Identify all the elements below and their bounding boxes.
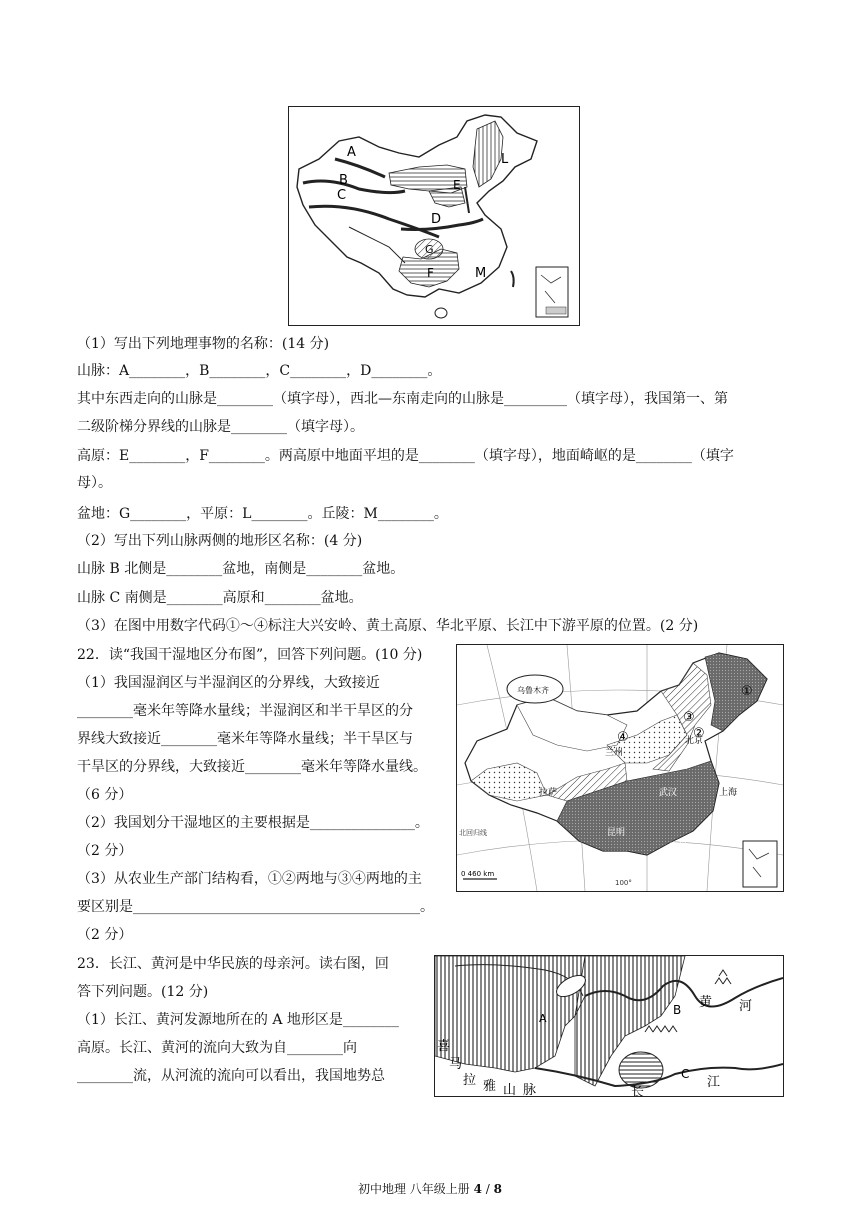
label-shan: 山 [503, 1083, 517, 1096]
footer-total: 8 [493, 1182, 503, 1196]
terrain-map-figure [288, 106, 580, 326]
q21-plateau-a: 高原：E________，F________。两高原中地面平坦的是________（填字母），地面崎岖的是________（填字 [77, 448, 734, 464]
q21-part2-c: 山脉 C 南侧是________高原和________盆地。 [77, 590, 363, 606]
q22-line5: （6 分） [77, 787, 133, 803]
label-wuhan: 武汉 [659, 788, 678, 798]
label-scale: 0 460 km [461, 870, 495, 878]
q22-title: 22．读“我国干湿地区分布图”，回答下列问题。(10 分) [77, 647, 423, 663]
q21-mountains: 山脉：A________，B________，C________，D________。 [77, 363, 442, 379]
q21-direction-b: 二级阶梯分界线的山脉是________（填字母）。 [77, 419, 364, 435]
label-e: E [453, 178, 461, 192]
q22-line10: （2 分） [77, 927, 133, 943]
q23-line5: ________流，从河流的流向可以看出，我国地势总 [77, 1068, 385, 1084]
footer-page: 4 [473, 1182, 482, 1196]
label-beijing: 北京 [685, 736, 704, 746]
footer-text: 初中地理 八年级上册 [357, 1182, 474, 1196]
dry-wet-map [457, 645, 783, 891]
label-shanghai: 上海 [719, 788, 738, 798]
label-circle-1: ① [741, 684, 753, 699]
q22-line6: （2）我国划分干湿地区的主要根据是_______________。 [77, 815, 429, 831]
taiwan-island [511, 271, 514, 287]
south-sea-inset-2 [743, 841, 777, 887]
page-footer [0, 1180, 860, 1197]
label-xi: 喜 [437, 1039, 451, 1054]
label-ma: 马 [449, 1057, 463, 1072]
label-mai: 脉 [523, 1083, 537, 1096]
label-kunming: 昆明 [607, 828, 626, 838]
q22-line1: （1）我国湿润区与半湿润区的分界线，大致接近 [77, 675, 380, 691]
china-terrain-map [289, 107, 579, 325]
label-c-3: C [681, 1067, 690, 1081]
q21-part1-title: （1）写出下列地理事物的名称：(14 分) [77, 336, 330, 352]
label-lanzhou: 兰州 [605, 748, 624, 758]
label-b-3: B [673, 1003, 682, 1017]
label-circle-2: ② [693, 726, 705, 741]
label-guangzhou: 广州 [669, 842, 688, 852]
label-c: C [337, 188, 347, 203]
label-huang: 黄 [699, 995, 713, 1010]
label-circle-3: ③ [683, 710, 695, 725]
label-lon100: 100° [615, 879, 632, 887]
q21-part2-title: （2）写出下列山脉两侧的地形区名称：(4 分) [77, 533, 363, 549]
q21-direction-a: 其中东西走向的山脉是________（填字母），西北—东南走向的山脉是_________（填字母），我国第一、第 [77, 391, 728, 407]
label-a-3: A [539, 1012, 547, 1025]
label-f: F [427, 266, 434, 280]
q22-line7: （2 分） [77, 843, 133, 859]
q23-line2: 答下列问题。(12 分) [77, 984, 209, 1000]
footer-sep: / [481, 1182, 494, 1196]
label-g: G [425, 243, 434, 256]
label-lhasa: 拉萨 [539, 788, 558, 798]
label-m: M [475, 266, 487, 281]
label-b: B [339, 173, 348, 188]
label-d: D [431, 212, 442, 227]
hainan-island [435, 308, 447, 318]
q22-line2: ________毫米年等降水量线；半湿润区和半干旱区的分 [77, 703, 413, 719]
q21-part3: （3）在图中用数字代码①～④标注大兴安岭、黄土高原、华北平原、长江中下游平原的位置。(2 分) [77, 618, 699, 634]
q21-basin: 盆地：G________，平原：L________。丘陵：M________。 [77, 506, 448, 522]
label-lake: 乌鲁木齐 [517, 686, 549, 695]
label-tropic: 北回归线 [459, 829, 487, 837]
q22-line8: （3）从农业生产部门结构看，①②两地与③④两地的主 [77, 871, 422, 887]
dry-wet-map-figure [456, 644, 784, 892]
rivers-map [435, 956, 783, 1096]
q22-line3: 界线大致接近________毫米年等降水量线；半干旱区与 [77, 731, 413, 747]
label-l: L [501, 152, 509, 167]
rivers-map-figure [434, 955, 784, 1097]
label-he: 河 [739, 999, 753, 1014]
label-chang: 长 [631, 1085, 645, 1096]
label-la: 拉 [463, 1073, 477, 1088]
q23-title: 23．长江、黄河是中华民族的母亲河。读右图，回 [77, 956, 389, 972]
label-a: A [347, 145, 356, 160]
q21-part2-b: 山脉 B 北侧是________盆地，南侧是________盆地。 [77, 561, 405, 577]
label-circle-4: ④ [617, 730, 629, 745]
q23-line4: 高原。长江、黄河的流向大致为自________向 [77, 1040, 357, 1056]
humid-northeast [705, 653, 767, 731]
q22-line9: 要区别是_________________________________________。 [77, 899, 434, 915]
q21-plateau-b: 母）。 [77, 475, 112, 491]
label-jiang: 江 [707, 1075, 721, 1090]
q22-line4: 干旱区的分界线，大致接近________毫米年等降水量线。 [77, 759, 427, 775]
qinghai-tibet-plateau-region [435, 956, 585, 1072]
label-ya: 雅 [483, 1079, 497, 1094]
q23-line3: （1）长江、黄河发源地所在的 A 地形区是________ [77, 1012, 399, 1028]
